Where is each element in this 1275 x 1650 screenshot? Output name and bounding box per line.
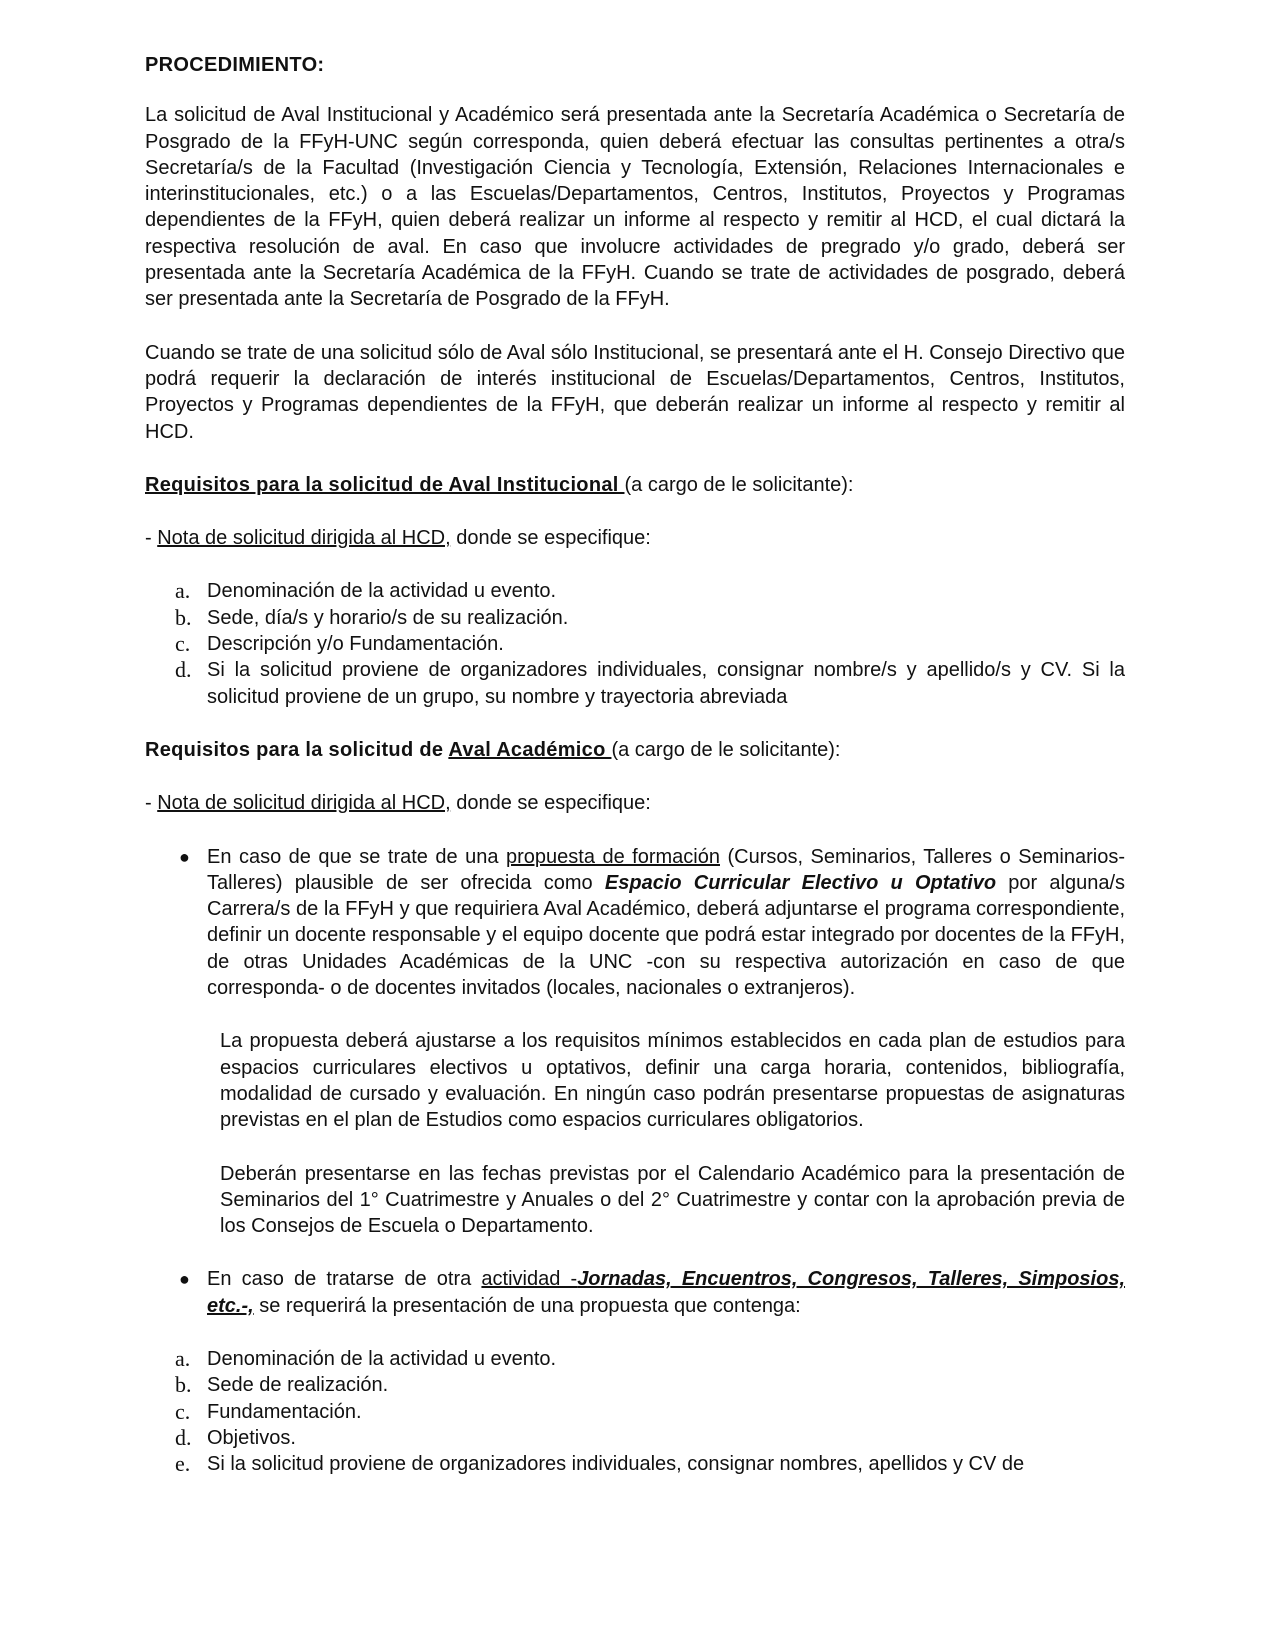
- list-item: [145, 1451, 1125, 1477]
- list-item-text: Si la solicitud proviene de organizadores individuales, consignar nombres, apellidos y CV de: [207, 1453, 1025, 1476]
- nota-line-academic: [145, 790, 1125, 816]
- list-marker: a.: [175, 578, 191, 604]
- nota-rest: donde se especifique:: [450, 792, 651, 815]
- list-item-text: Sede de realización.: [207, 1374, 389, 1397]
- list-marker: b.: [175, 1372, 192, 1398]
- bullet-text: En caso de que se trate de una: [207, 845, 506, 868]
- list-marker: c.: [175, 1398, 191, 1424]
- academic-bullet-list: [145, 844, 1125, 1002]
- indented-paragraph-2: Deberán presentarse en las fechas previstas por el Calendario Académico para la presentación de Seminarios del 1° Cuatrimestre y Anuales o del 2° Cuatrimestre y contar con la aprobación previa de los Consejos de Escuela o Departamento.: [220, 1162, 1125, 1238]
- nota-dash: -: [145, 527, 158, 550]
- bullet-text: por alguna/s Carrera/s de la FFyH y que requiriera Aval Académico, deberá adjuntarse el programa correspondiente, definir un docente responsable y el equipo docente que podrá estar integrado por docentes de la FFyH, de otras Unidades Académicas de la UNC -con su respectiva autorización en caso de que corresponda- o de docentes invitados (locales, nacionales o extranjeros).: [207, 871, 1126, 1000]
- nota-line: [145, 525, 1125, 551]
- list-marker: e.: [175, 1451, 191, 1477]
- bullet-emphasis: Jornadas, Encuentros, Congresos, Talleres, Simposios, etc.-,: [207, 1268, 1126, 1317]
- bullet-training-proposal: [145, 844, 1125, 1002]
- list-marker: d.: [175, 657, 192, 683]
- list-item-text: Sede, día/s y horario/s de su realización.: [207, 606, 569, 629]
- nota-link: Nota de solicitud dirigida al HCD,: [157, 792, 451, 815]
- list-item-text: Objetivos.: [207, 1426, 296, 1449]
- list-item: [145, 605, 1125, 631]
- nota-rest: donde se especifique:: [450, 527, 651, 550]
- list-item: [145, 1399, 1125, 1425]
- bullet-dot-icon: ●: [179, 1269, 190, 1290]
- bullet-other-activity: [145, 1266, 1125, 1319]
- list-item: [145, 1346, 1125, 1372]
- document-page: [145, 50, 1125, 1477]
- academic-requirements-list: [145, 1346, 1125, 1477]
- bullet-link: propuesta de formación: [506, 845, 720, 868]
- procedure-paragraph: La solicitud de Aval Institucional y Académico será presentada ante la Secretaría Académica o Secretaría de Posgrado de la FFyH-UNC según corresponda, quien deberá efectuar las consultas pertinentes a otra/s Secretaría/s de la Facultad (Investigación Ciencia y Tecnología, Extensión, Relaciones Internacionales e interinstitucionales, etc.) o a las Escuelas/Departamentos, Centros, Institutos, Proyectos y Programas dependientes de la FFyH, quien deberá realizar un informe al respecto y remitir al HCD, el cual dictará la respectiva resolución de aval. En caso que involucre actividades de pregrado y/o grado, deberá ser presentada ante la Secretaría Académica de la FFyH. Cuando se trate de actividades de posgrado, deberá ser presentada ante la Secretaría de Posgrado de la FFyH.: [145, 104, 1125, 311]
- academic-bullet-list-2: [145, 1266, 1125, 1319]
- bullet-text: se requerirá la presentación de una propuesta que contenga:: [253, 1294, 801, 1317]
- list-marker: d.: [175, 1424, 192, 1450]
- list-item-text: Fundamentación.: [207, 1400, 362, 1423]
- indented-paragraph-1: La propuesta deberá ajustarse a los requisitos mínimos establecidos en cada plan de estudios para espacios curriculares electivos u optativos, definir una carga horaria, contenidos, bibliografía, modalidad de cursado y evaluación. En ningún caso podrán presentarse propuestas de asignaturas previstas en el plan de Estudios como espacios curriculares obligatorios.: [220, 1030, 1125, 1132]
- list-item-text: Denominación de la actividad u evento.: [207, 1347, 557, 1370]
- requirements-academic-heading: [145, 737, 1125, 763]
- list-marker: b.: [175, 604, 192, 630]
- requirements-institutional-suffix: (a cargo de le solicitante):: [624, 473, 854, 496]
- bullet-text: En caso de tratarse de otra: [207, 1268, 482, 1291]
- list-item: [145, 657, 1125, 710]
- nota-link: Nota de solicitud dirigida al HCD,: [157, 527, 451, 550]
- list-item-text: Denominación de la actividad u evento.: [207, 580, 557, 603]
- requirements-academic-title: Aval Académico: [448, 738, 612, 761]
- requirements-institutional-heading: [145, 472, 1125, 498]
- bullet-text: (Cursos, Seminarios, Talleres o Seminarios-Talleres) plausible de ser ofrecida como: [207, 845, 1125, 894]
- list-item: [145, 631, 1125, 657]
- bullet-link: actividad -: [481, 1268, 578, 1291]
- requirements-academic-prefix: Requisitos para la solicitud de: [145, 738, 449, 761]
- section-heading: PROCEDIMIENTO:: [145, 54, 325, 76]
- list-marker: a.: [175, 1345, 191, 1371]
- list-item: [145, 1425, 1125, 1451]
- bullet-dot-icon: ●: [179, 846, 190, 867]
- list-marker: c.: [175, 631, 191, 657]
- institutional-requirements-list: [145, 578, 1125, 709]
- institutional-paragraph: Cuando se trate de una solicitud sólo de Aval sólo Institucional, se presentará ante el H. Consejo Directivo que podrá requerir la declaración de interés institucional de Escuelas/Departamentos, Centros, Institutos, Proyectos y Programas dependientes de la FFyH, que deberán realizar un informe al respecto y remitir al HCD.: [145, 341, 1125, 443]
- list-item-text: Si la solicitud proviene de organizadores individuales, consignar nombre/s y apellido/s y CV. Si la solicitud proviene de un grupo, su nombre y trayectoria abreviada: [207, 659, 1125, 708]
- requirements-institutional-title: Requisitos para la solicitud de Aval Institucional: [145, 473, 625, 496]
- nota-dash: -: [145, 792, 158, 815]
- bullet-emphasis: Espacio Curricular Electivo u Optativo: [604, 871, 997, 894]
- list-item: [145, 578, 1125, 604]
- list-item-text: Descripción y/o Fundamentación.: [207, 633, 504, 656]
- list-item: [145, 1372, 1125, 1398]
- requirements-academic-suffix: (a cargo de le solicitante):: [611, 738, 841, 761]
